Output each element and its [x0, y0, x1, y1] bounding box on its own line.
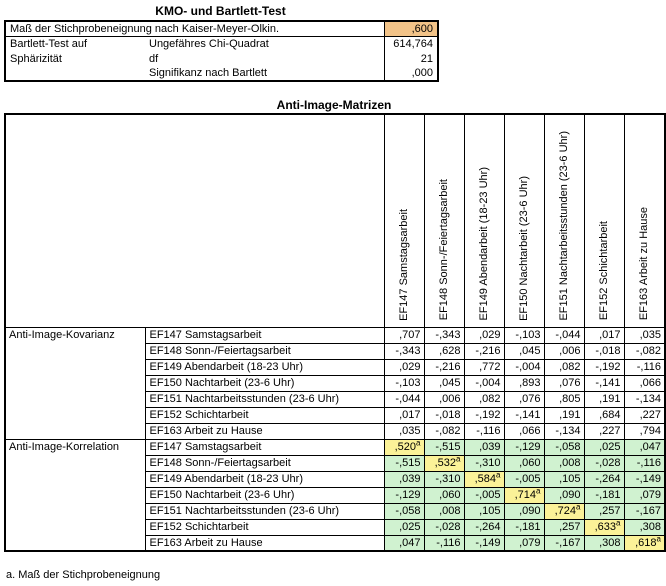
value-cell: -,116: [624, 455, 665, 471]
value-cell: ,079: [504, 535, 544, 551]
value-cell: ,066: [624, 375, 665, 391]
value-cell: -,082: [624, 343, 665, 359]
value-cell: -,005: [504, 471, 544, 487]
kmo-table-title: KMO- und Bartlett-Test: [155, 4, 286, 18]
value-cell: -,181: [504, 519, 544, 535]
value-cell: -,082: [424, 423, 464, 439]
value-cell: ,045: [424, 375, 464, 391]
column-header-label: EF151 Nachtarbeitsstunden (23-6 Uhr): [558, 130, 570, 321]
value-cell: ,060: [424, 487, 464, 503]
value-cell: -,264: [464, 519, 504, 535]
header-corner-cell: [5, 114, 384, 327]
column-header-label: EF152 Schichtarbeit: [598, 221, 610, 321]
column-header: [584, 114, 624, 327]
chi-square-label: Ungefähres Chi-Quadrat: [149, 37, 269, 50]
row-label: EF163 Arbeit zu Hause: [145, 423, 384, 439]
value-cell: -,310: [424, 471, 464, 487]
value-cell: ,191: [584, 391, 624, 407]
value-cell: -,116: [464, 423, 504, 439]
value-cell: -,134: [624, 391, 665, 407]
anti-image-body: [5, 327, 665, 551]
column-header: [504, 114, 544, 327]
row-label: EF152 Schichtarbeit: [145, 407, 384, 423]
value-cell: ,805: [544, 391, 584, 407]
column-header-row: [5, 114, 665, 327]
value-cell: ,017: [584, 327, 624, 343]
value-cell: ,628: [424, 343, 464, 359]
value-cell: ,025: [384, 519, 424, 535]
value-cell: ,006: [544, 343, 584, 359]
value-cell: ,047: [384, 535, 424, 551]
value-cell: -,149: [464, 535, 504, 551]
value-cell: -,028: [584, 455, 624, 471]
row-label: EF152 Schichtarbeit: [145, 519, 384, 535]
value-cell: -,167: [544, 535, 584, 551]
column-header: [624, 114, 665, 327]
footnote-marker: a: [456, 455, 461, 464]
column-header-label: EF150 Nachtarbeit (23-6 Uhr): [518, 175, 530, 321]
value-cell: -,018: [424, 407, 464, 423]
column-header-label: EF163 Arbeit zu Hause: [638, 207, 651, 321]
value-cell: -,515: [384, 455, 424, 471]
value-cell: -,216: [424, 359, 464, 375]
value-cell: ,772: [464, 359, 504, 375]
row-label: EF151 Nachtarbeitsstunden (23-6 Uhr): [145, 503, 384, 519]
value-cell: ,105: [464, 503, 504, 519]
kmo-value-cell: ,600: [384, 21, 438, 36]
row-label: EF148 Sonn-/Feiertagsarbeit: [145, 455, 384, 471]
bartlett-row-chi: [5, 36, 438, 51]
value-cell: -,044: [384, 391, 424, 407]
anti-image-table-title: Anti-Image-Matrizen: [276, 98, 392, 112]
column-header-label: EF149 Abendarbeit (18-23 Uhr): [478, 167, 490, 321]
footnote-marker: a: [416, 439, 421, 448]
row-label: EF147 Samstagsarbeit: [145, 327, 384, 343]
value-cell: -,264: [584, 471, 624, 487]
value-cell: ,035: [384, 423, 424, 439]
row-label: EF163 Arbeit zu Hause: [145, 535, 384, 551]
bartlett-test-label: Bartlett-Test auf Sphärizität: [10, 37, 88, 65]
value-cell: -,116: [424, 535, 464, 551]
column-header: [464, 114, 504, 327]
value-cell: -,181: [584, 487, 624, 503]
value-cell: -,058: [544, 439, 584, 455]
value-cell: ,618$^a$: [624, 535, 665, 551]
df-value: 21: [384, 51, 438, 66]
value-cell: -,004: [504, 359, 544, 375]
anti-image-table: [4, 113, 666, 552]
value-cell: ,047: [624, 439, 665, 455]
footnote-marker: a: [536, 487, 541, 496]
value-cell: ,017: [384, 407, 424, 423]
value-cell: ,082: [464, 391, 504, 407]
value-cell: -,129: [384, 487, 424, 503]
value-cell: ,076: [504, 391, 544, 407]
value-cell: -,141: [504, 407, 544, 423]
value-cell: ,724$^a$: [544, 503, 584, 519]
column-header-label: EF147 Samstagsarbeit: [398, 208, 410, 321]
column-header: [384, 114, 424, 327]
value-cell: ,257: [544, 519, 584, 535]
value-cell: ,308: [624, 519, 665, 535]
value-cell: -,018: [584, 343, 624, 359]
column-header-label: EF148 Sonn-/Feiertagsarbeit: [438, 179, 450, 321]
kmo-measure-label: Maß der Stichprobeneignung nach Kaiser-Meyer-Olkin.: [5, 21, 384, 36]
row-label: EF150 Nachtarbeit (23-6 Uhr): [145, 375, 384, 391]
section-label: Anti-Image-Kovarianz: [5, 327, 145, 439]
value-cell: -,141: [584, 375, 624, 391]
value-cell: -,004: [464, 375, 504, 391]
table-row: [5, 327, 665, 343]
value-cell: -,515: [424, 439, 464, 455]
column-header: [544, 114, 584, 327]
value-cell: ,707: [384, 327, 424, 343]
value-cell: ,060: [504, 455, 544, 471]
value-cell: ,633$^a$: [584, 519, 624, 535]
row-label: EF148 Sonn-/Feiertagsarbeit: [145, 343, 384, 359]
column-header: [424, 114, 464, 327]
value-cell: ,025: [584, 439, 624, 455]
value-cell: -,343: [424, 327, 464, 343]
value-cell: ,090: [504, 503, 544, 519]
value-cell: ,308: [584, 535, 624, 551]
value-cell: -,192: [584, 359, 624, 375]
df-label: df: [149, 52, 159, 65]
value-cell: ,008: [544, 455, 584, 471]
value-cell: -,116: [624, 359, 665, 375]
value-cell: ,105: [544, 471, 584, 487]
value-cell: ,045: [504, 343, 544, 359]
row-label: EF149 Abendarbeit (18-23 Uhr): [145, 471, 384, 487]
footnote-marker: a: [496, 471, 501, 480]
value-cell: -,192: [464, 407, 504, 423]
value-cell: -,310: [464, 455, 504, 471]
value-cell: -,044: [544, 327, 584, 343]
anti-image-header: [5, 114, 665, 327]
value-cell: ,066: [504, 423, 544, 439]
value-cell: ,893: [504, 375, 544, 391]
value-cell: ,029: [464, 327, 504, 343]
sig-label: Signifikanz nach Bartlett: [149, 67, 268, 79]
value-cell: ,079: [624, 487, 665, 503]
table-row: [5, 439, 665, 455]
value-cell: ,794: [624, 423, 665, 439]
value-cell: -,216: [464, 343, 504, 359]
value-cell: -,103: [384, 375, 424, 391]
kmo-bartlett-table: [4, 20, 439, 82]
sig-value: ,000: [384, 66, 438, 81]
value-cell: -,103: [504, 327, 544, 343]
value-cell: -,134: [544, 423, 584, 439]
kmo-row: [5, 21, 438, 36]
row-label: EF151 Nachtarbeitsstunden (23-6 Uhr): [145, 391, 384, 407]
value-cell: ,520$^a$: [384, 439, 424, 455]
value-cell: ,684: [584, 407, 624, 423]
value-cell: ,076: [544, 375, 584, 391]
value-cell: -,005: [464, 487, 504, 503]
value-cell: -,129: [504, 439, 544, 455]
value-cell: ,227: [584, 423, 624, 439]
value-cell: ,532$^a$: [424, 455, 464, 471]
chi-square-value: 614,764: [384, 36, 438, 51]
value-cell: ,082: [544, 359, 584, 375]
value-cell: -,149: [624, 471, 665, 487]
value-cell: ,039: [384, 471, 424, 487]
value-cell: -,167: [624, 503, 665, 519]
value-cell: ,008: [424, 503, 464, 519]
value-cell: -,028: [424, 519, 464, 535]
footnote-marker: a: [616, 519, 621, 528]
value-cell: -,058: [384, 503, 424, 519]
value-cell: ,029: [384, 359, 424, 375]
footnote-marker: a: [576, 503, 581, 512]
value-cell: ,227: [624, 407, 665, 423]
footnote-marker: a: [656, 535, 661, 544]
value-cell: -,343: [384, 343, 424, 359]
value-cell: ,006: [424, 391, 464, 407]
value-cell: ,039: [464, 439, 504, 455]
value-cell: ,191: [544, 407, 584, 423]
value-cell: ,714$^a$: [504, 487, 544, 503]
value-cell: ,584$^a$: [464, 471, 504, 487]
section-label: Anti-Image-Korrelation: [5, 439, 145, 551]
row-label: EF147 Samstagsarbeit: [145, 439, 384, 455]
value-cell: ,035: [624, 327, 665, 343]
footnote: a. Maß der Stichprobeneignung: [6, 569, 161, 581]
value-cell: ,090: [544, 487, 584, 503]
row-label: EF149 Abendarbeit (18-23 Uhr): [145, 359, 384, 375]
value-cell: ,257: [584, 503, 624, 519]
row-label: EF150 Nachtarbeit (23-6 Uhr): [145, 487, 384, 503]
